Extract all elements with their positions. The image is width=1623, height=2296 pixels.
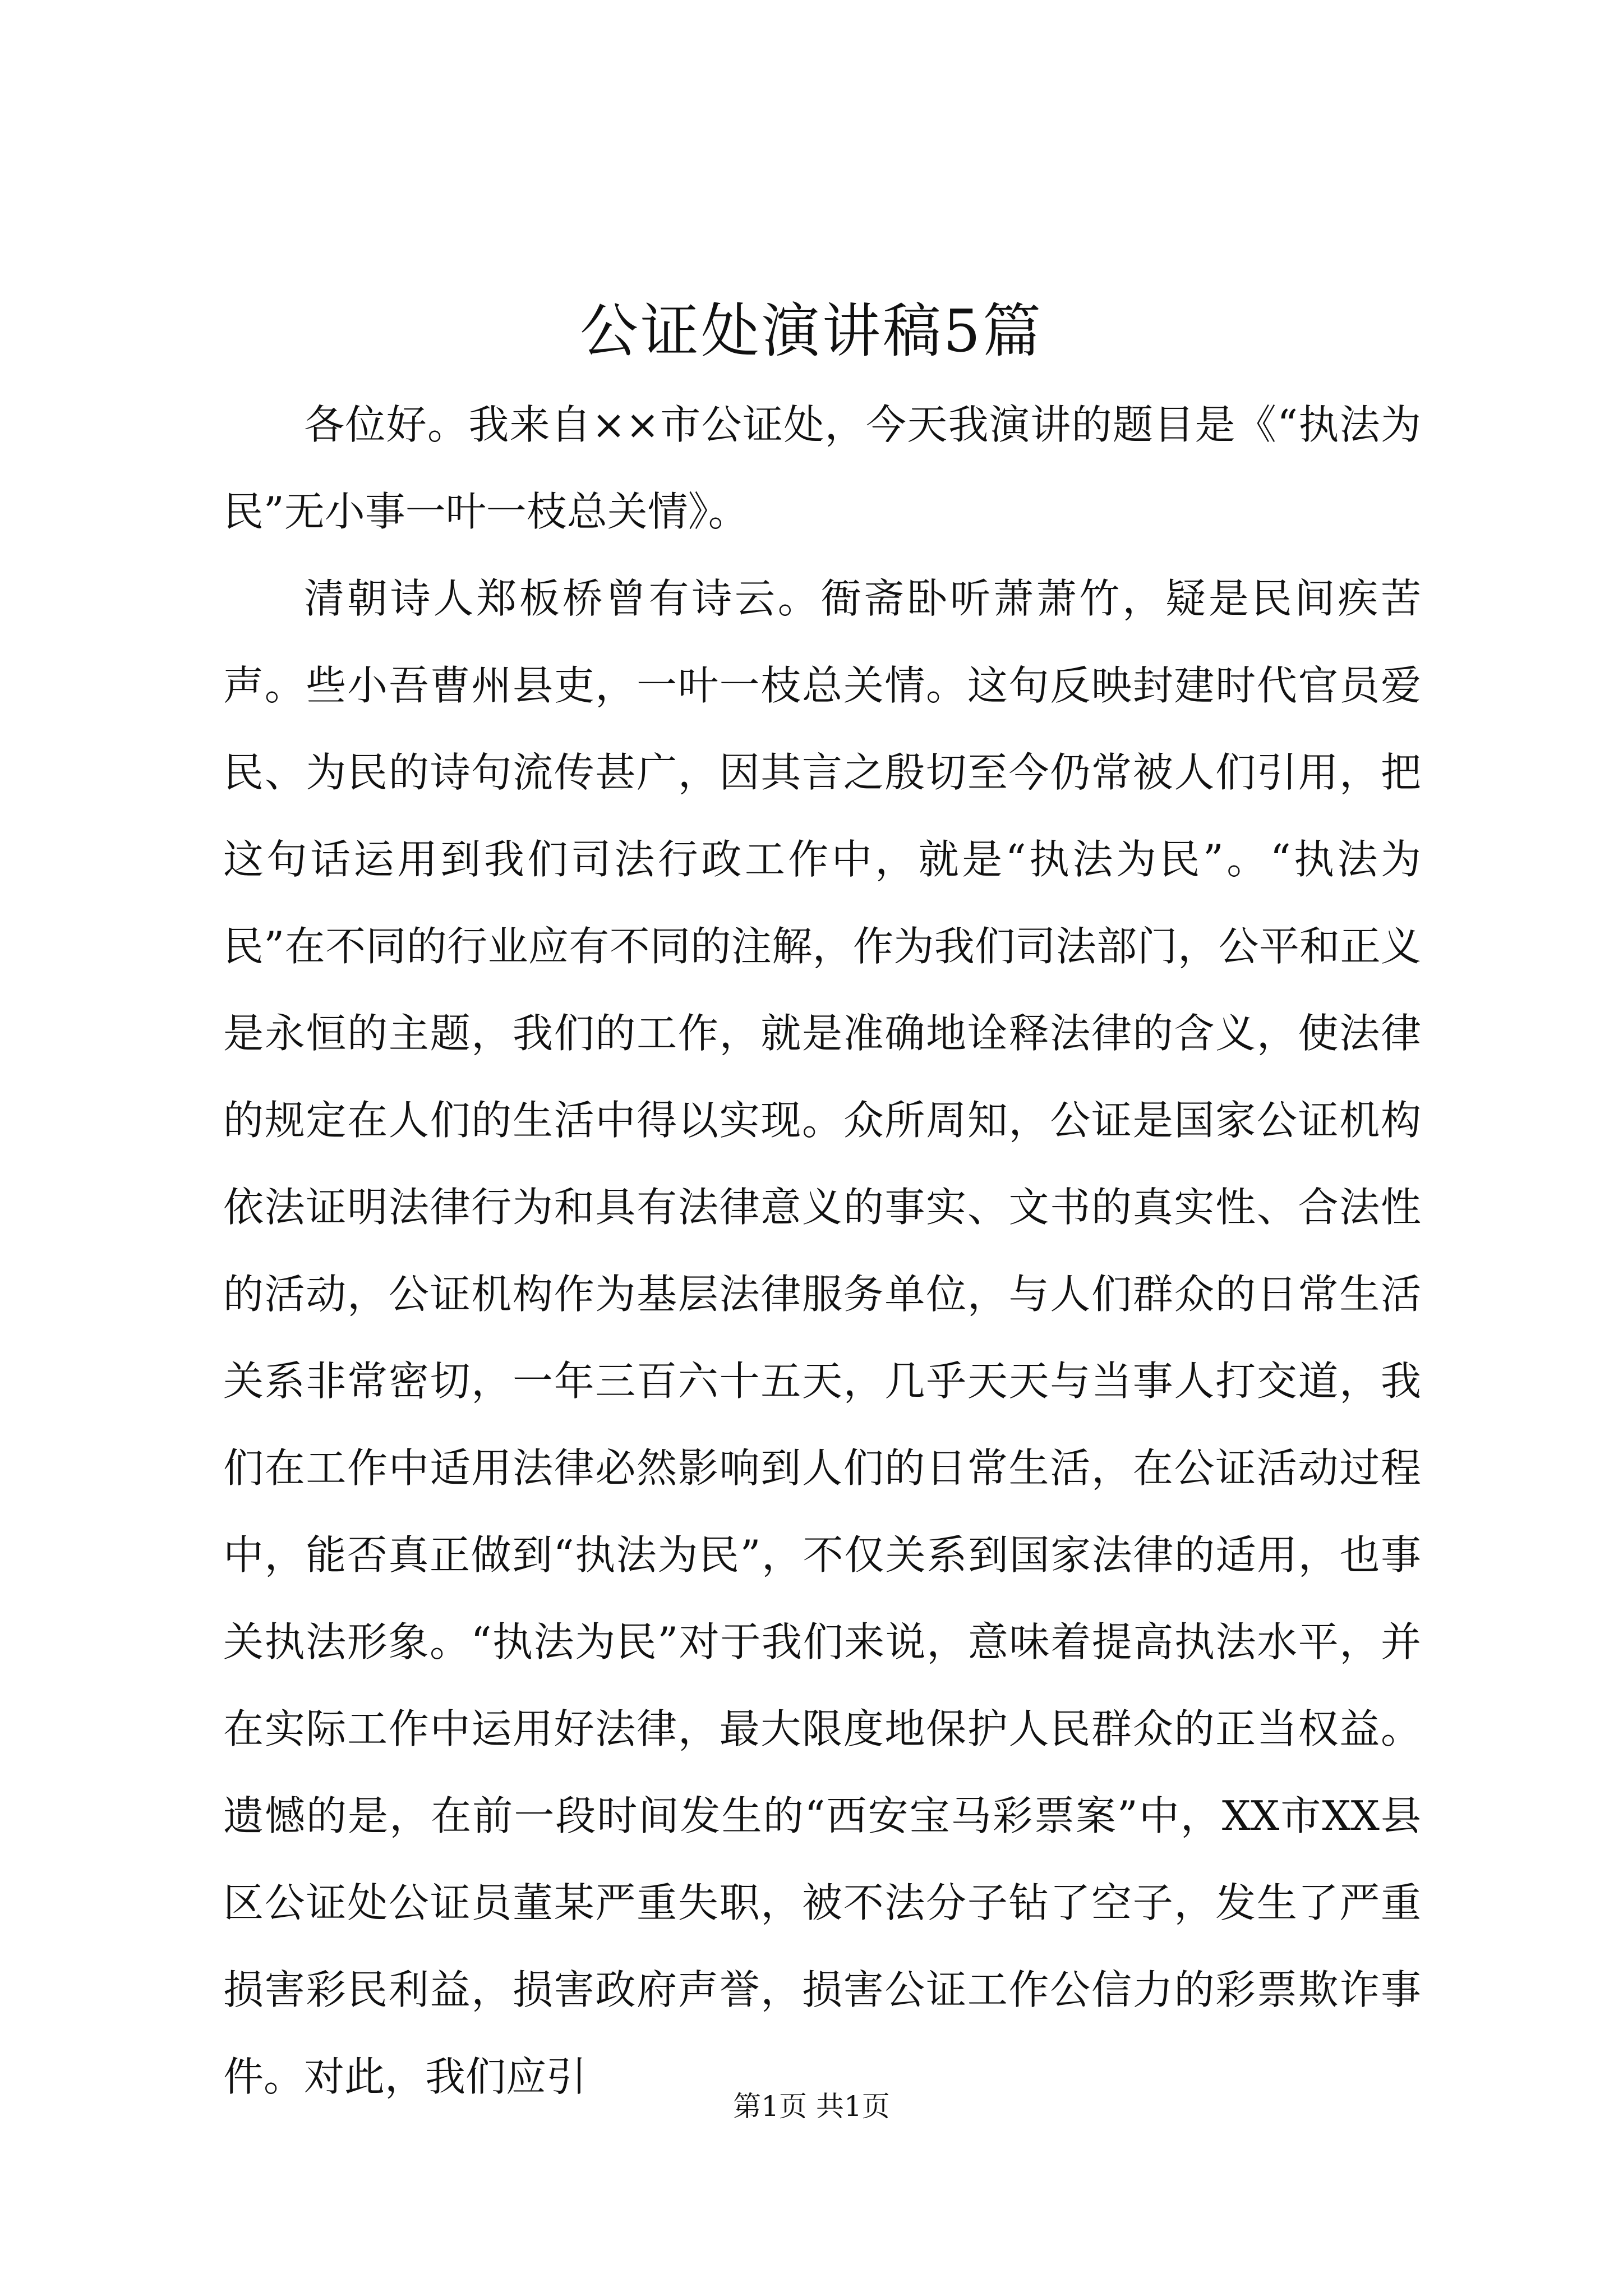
paragraph-intro: 各位好。我来自××市公证处，今天我演讲的题目是《“执法为民”无小事一叶一枝总关情》。 <box>223 401 1421 535</box>
page-footer: 第1页 共1页 <box>733 2090 890 2123</box>
document-body <box>223 381 1421 2120</box>
page-title: 公证处演讲稿5篇 <box>579 297 1044 365</box>
paragraph-main: 清朝诗人郑板桥曾有诗云。衙斋卧听萧萧竹，疑是民间疾苦声。些小吾曹州县吏，一叶一枝总关情。这句反映封建时代官员爱民、为民的诗句流传甚广，因其言之殷切至今仍常被人们引用，把这句话运用到我们司法行政工作中，就是“执法为民”。“执法为民”在不同的行业应有不同的注解，作为我们司法部门，公平和正义是永恒的主题，我们的工作，就是准确地诠释法律的含义，使法律的规定在人们的生活中得以实现。众所周知，公证是国家公证机构依法证明法律行为和具有法律意义的事实、文书的真实性、合法性的活动，公证机构作为基层法律服务单位，与人们群众的日常生活关系非常密切，一年三百六十五天，几乎天天与当事人打交道，我们在工作中适用法律必然影响到人们的日常生活，在公证活动过程中，能否真正做到“执法为民”，不仅关系到国家法律的适用，也事关执法形象。“执法为民”对于我们来说，意味着提高执法水平，并在实际工作中运用好法律，最大限度地保护人民群众的正当权益。遗憾的是，在前一段时间发生的“西安宝马彩票案”中，XX市XX县区公证处公证员董某严重失职，被不法分子钻了空子，发生了严重损害彩民利益，损害政府声誉，损害公证工作公信力的彩票欺诈事件。对此，我们应引 <box>223 575 1421 2100</box>
